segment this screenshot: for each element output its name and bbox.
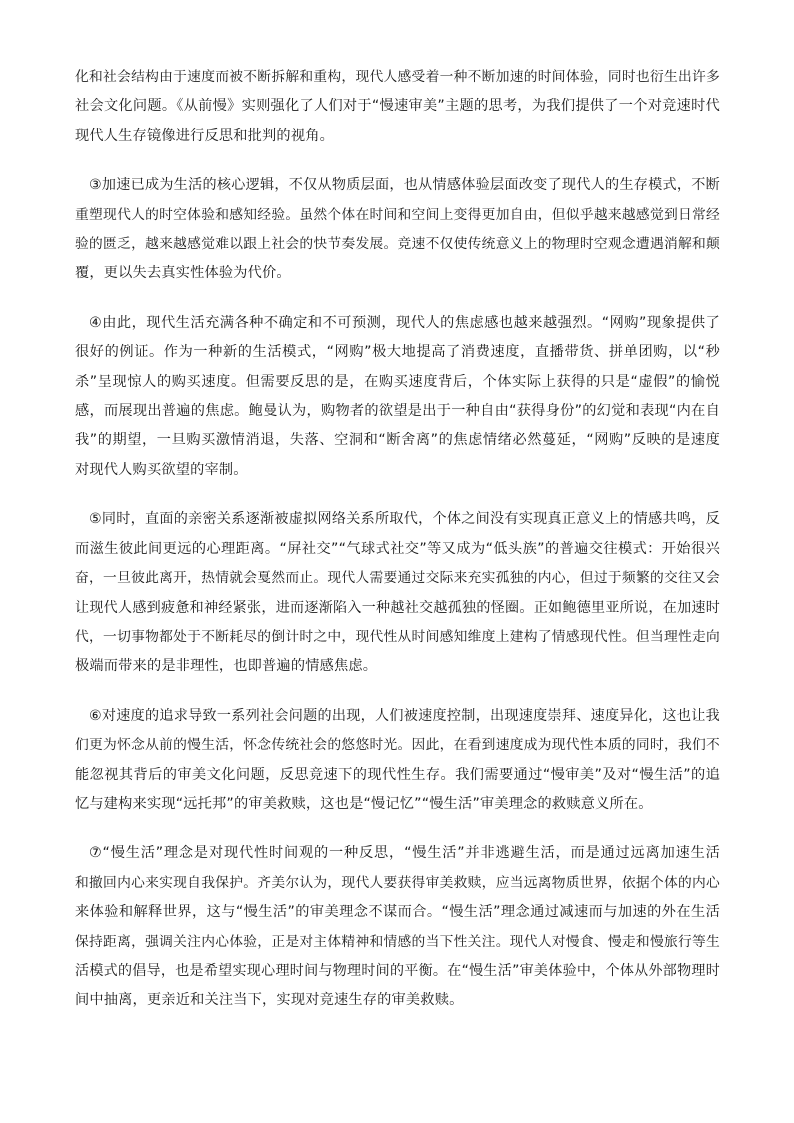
text-line: 间中抽离，更亲近和关注当下，实现对竞速生存的审美救赎。 — [75, 992, 464, 1009]
text-line: 能忽视其背后的审美文化问题，反思竞速下的现代性生存。我们需要通过“慢审美”及对“慢生活”的追 — [75, 766, 720, 783]
text-line: 我”的期望，一旦购买激情消退，失落、空洞和“断舍离”的焦虑情绪必然蔓延，“网购”反映的是速度 — [75, 432, 720, 449]
text-line: 忆与建构来实现“远托邦”的审美救赎，这也是“慢记忆”“慢生活”审美理念的救赎意义所在。 — [75, 795, 653, 812]
document-body — [75, 63, 720, 1036]
paragraph-7 — [75, 839, 720, 1015]
text-line: 覆，更以失去真实性体验为代价。 — [75, 265, 291, 282]
text-line: 社会文化问题。《从前慢》实则强化了人们对于“慢速审美”主题的思考，为我们提供了一个对竞速时代 — [75, 98, 720, 115]
text-line: 让现代人感到疲惫和神经紧张，进而逐渐陷入一种越社交越孤独的怪圈。正如鲍德里亚所说，在加速时 — [75, 599, 720, 616]
text-line: 对现代人购买欲望的宰制。 — [75, 461, 248, 478]
text-line: 奋，一旦彼此离开，热情就会戛然而止。现代人需要通过交际来充实孤独的内心，但过于频繁的交往又会 — [75, 570, 720, 587]
text-line: ⑦“慢生活”理念是对现代性时间观的一种反思，“慢生活”并非逃避生活，而是通过远离加速生活 — [89, 845, 720, 862]
text-line: ③加速已成为生活的核心逻辑，不仅从物质层面，也从情感体验层面改变了现代人的生存模式，不断 — [89, 177, 720, 194]
text-line: 而滋生彼此间更远的心理距离。“屏社交”“气球式社交”等又成为“低头族”的普遍交往模式：开始很兴 — [75, 540, 720, 557]
text-line: 验的匮乏，越来越感觉难以跟上社会的快节奏发展。竞速不仅使传统意义上的物理时空观念遭遇消解和颠 — [75, 236, 720, 253]
text-line: 很好的例证。作为一种新的生活模式，“网购”极大地提高了消费速度，直播带货、拼单团购，以“秒 — [75, 344, 720, 361]
text-line: ⑥对速度的追求导致一系列社会问题的出现，人们被速度控制，出现速度崇拜、速度异化，这也让我 — [89, 707, 720, 724]
text-line: 和撤回内心来实现自我保护。齐美尔认为，现代人要获得审美救赎，应当远离物质世界，依据个体的内心 — [75, 874, 720, 891]
text-line: 重塑现代人的时空体验和感知经验。虽然个体在时间和空间上变得更加自由，但似乎越来越感觉到日常经 — [75, 206, 720, 223]
text-line: ④由此，现代生活充满各种不确定和不可预测，现代人的焦虑感也越来越强烈。“网购”现象提供了 — [89, 314, 720, 331]
text-line: 来体验和解释世界，这与“慢生活”的审美理念不谋而合。“慢生活”理念通过减速而与加速的外在生活 — [75, 904, 720, 921]
text-line: 代，一切事物都处于不断耗尽的倒计时之中，现代性从时间感知维度上建构了情感现代性。但当理性走向 — [75, 628, 720, 645]
paragraph-5 — [75, 505, 720, 681]
text-line: 化和社会结构由于速度而被不断拆解和重构，现代人感受着一种不断加速的时间体验，同时也衍生出许多 — [75, 69, 720, 85]
text-line: ⑤同时，直面的亲密关系逐渐被虚拟网络关系所取代，个体之间没有实现真正意义上的情感共鸣，反 — [89, 511, 720, 528]
paragraph-4 — [75, 309, 720, 485]
paragraph-6 — [75, 702, 720, 820]
text-line: 杀”呈现惊人的购买速度。但需要反思的是，在购买速度背后，个体实际上获得的只是“虚假”的愉悦 — [75, 373, 720, 390]
text-line: 感，而展现出普遍的焦虑。鲍曼认为，购物者的欲望是出于一种自由“获得身份”的幻觉和表现“内在自 — [75, 403, 720, 420]
text-line: 活模式的倡导，也是希望实现心理时间与物理时间的平衡。在“慢生活”审美体验中，个体从外部物理时 — [75, 962, 720, 979]
text-line: 们更为怀念从前的慢生活，怀念传统社会的悠悠时光。因此，在看到速度成为现代性本质的同时，我们不 — [75, 737, 720, 754]
paragraph-continuation — [75, 63, 720, 151]
text-line: 极端而带来的是非理性，也即普遍的情感焦虑。 — [75, 658, 378, 675]
paragraph-3 — [75, 171, 720, 289]
text-line: 保持距离，强调关注内心体验，正是对主体精神和情感的当下性关注。现代人对慢食、慢走和慢旅行等生 — [75, 933, 720, 950]
text-line: 现代人生存镜像进行反思和批判的视角。 — [75, 127, 334, 144]
